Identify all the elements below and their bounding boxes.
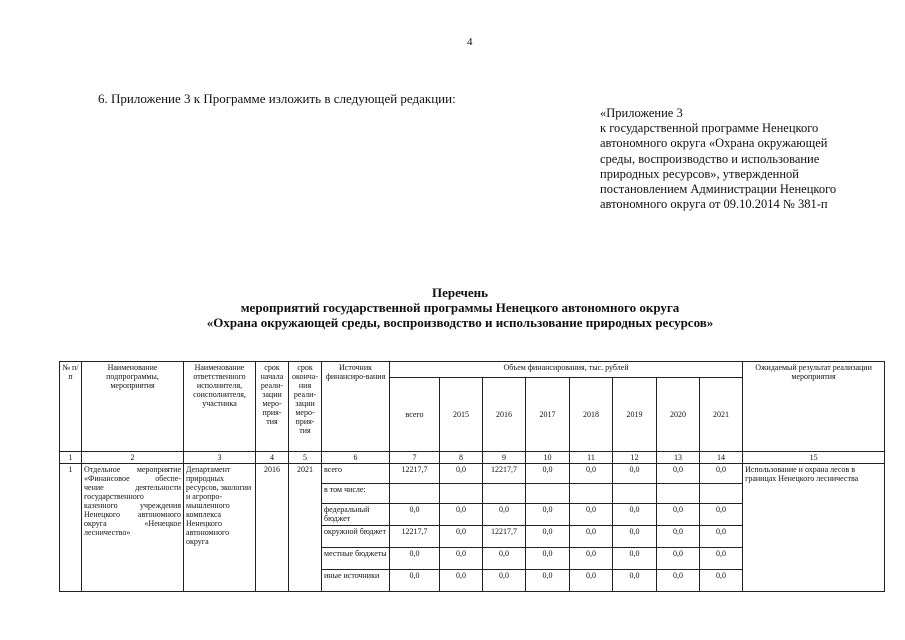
column-number: 14 bbox=[700, 452, 743, 464]
item-name-line: Отдельное мероприятие bbox=[84, 465, 181, 474]
funding-value: 0,0 bbox=[483, 570, 526, 592]
funding-source: всего bbox=[322, 464, 390, 484]
header-year: 2017 bbox=[526, 378, 570, 452]
document-title bbox=[150, 285, 770, 330]
funding-source: местные бюджеты bbox=[322, 548, 390, 570]
funding-value: 0,0 bbox=[613, 548, 657, 570]
funding-value-empty bbox=[700, 484, 743, 504]
column-number: 5 bbox=[289, 452, 322, 464]
item-name-line: государственного bbox=[84, 492, 144, 501]
funding-value: 0,0 bbox=[440, 526, 483, 548]
funding-value: 0,0 bbox=[613, 570, 657, 592]
funding-value: 0,0 bbox=[526, 464, 570, 484]
funding-value: 0,0 bbox=[570, 570, 613, 592]
funding-value: 0,0 bbox=[483, 548, 526, 570]
funding-value-empty bbox=[390, 484, 440, 504]
funding-value-empty bbox=[440, 484, 483, 504]
funding-value: 0,0 bbox=[700, 570, 743, 592]
funding-value: 0,0 bbox=[440, 570, 483, 592]
funding-source: окружной бюджет bbox=[322, 526, 390, 548]
title-line: «Охрана окружающей среды, воспроизводство и использование природных ресурсов» bbox=[206, 315, 714, 330]
funding-value: 0,0 bbox=[613, 504, 657, 526]
funding-value: 12217,7 bbox=[390, 526, 440, 548]
column-number: 1 bbox=[60, 452, 82, 464]
item-name-line: чение деятельности bbox=[84, 483, 181, 492]
annex-line: автономного округа от 09.10.2014 № 381-п bbox=[600, 197, 828, 212]
funding-value: 0,0 bbox=[570, 548, 613, 570]
funding-value: 0,0 bbox=[570, 504, 613, 526]
column-number: 11 bbox=[570, 452, 613, 464]
funding-value: 0,0 bbox=[657, 570, 700, 592]
annex-line: автономного округа «Охрана окружающей bbox=[600, 136, 828, 151]
header-year: 2019 bbox=[613, 378, 657, 452]
funding-value: 0,0 bbox=[700, 526, 743, 548]
amendment-intro: 6. Приложение 3 к Программе изложить в следующей редакции: bbox=[98, 91, 456, 106]
funding-value: 12217,7 bbox=[483, 526, 526, 548]
item-name-cell bbox=[82, 464, 184, 592]
header-num: № п/п bbox=[60, 362, 82, 452]
column-number: 8 bbox=[440, 452, 483, 464]
annex-line: среды, воспроизводство и использование bbox=[600, 151, 820, 166]
funding-value: 12217,7 bbox=[390, 464, 440, 484]
column-number: 12 bbox=[613, 452, 657, 464]
funding-value-empty bbox=[483, 484, 526, 504]
item-name-line: округа «Ненецкое bbox=[84, 519, 181, 528]
header-start: срок начала реали-зации меро-прия-тия bbox=[256, 362, 289, 452]
annex-reference bbox=[600, 106, 870, 212]
funding-value: 0,0 bbox=[390, 570, 440, 592]
item-name-line: казенного учреждения bbox=[84, 501, 181, 510]
item-name-line: «Финансовое обеспе- bbox=[84, 474, 181, 483]
funding-value: 0,0 bbox=[483, 504, 526, 526]
funding-value: 0,0 bbox=[657, 526, 700, 548]
column-number: 3 bbox=[184, 452, 256, 464]
header-source: Источник финансиро-вания bbox=[322, 362, 390, 452]
column-number: 7 bbox=[390, 452, 440, 464]
item-name-line: Ненецкого автономного bbox=[84, 510, 181, 519]
annex-line: природных ресурсов», утвержденной bbox=[600, 166, 799, 181]
funding-source: федеральный бюджет bbox=[322, 504, 390, 526]
column-number: 13 bbox=[657, 452, 700, 464]
annex-line: постановлением Администрации Ненецкого bbox=[600, 182, 837, 197]
header-name: Наименование подпрограммы, мероприятия bbox=[82, 362, 184, 452]
column-number: 15 bbox=[743, 452, 885, 464]
funding-value-empty bbox=[526, 484, 570, 504]
funding-value: 0,0 bbox=[657, 504, 700, 526]
funding-value: 0,0 bbox=[390, 548, 440, 570]
title-line: мероприятий государственной программы Ненецкого автономного округа bbox=[240, 300, 680, 315]
annex-line: к государственной программе Ненецкого bbox=[600, 121, 819, 136]
funding-value: 0,0 bbox=[570, 464, 613, 484]
funding-value: 0,0 bbox=[613, 464, 657, 484]
header-funding: Объем финансирования, тыс. рублей bbox=[390, 362, 743, 378]
header-year-total: всего bbox=[390, 378, 440, 452]
funding-value-empty bbox=[613, 484, 657, 504]
header-year: 2018 bbox=[570, 378, 613, 452]
funding-value: 12217,7 bbox=[483, 464, 526, 484]
column-number: 10 bbox=[526, 452, 570, 464]
funding-value: 0,0 bbox=[657, 464, 700, 484]
funding-value-empty bbox=[570, 484, 613, 504]
funding-value: 0,0 bbox=[526, 526, 570, 548]
title-line: Перечень bbox=[431, 285, 489, 300]
column-number: 4 bbox=[256, 452, 289, 464]
funding-value: 0,0 bbox=[526, 548, 570, 570]
header-executor: Наименование ответственного исполнителя, соисполнителя, участника bbox=[184, 362, 256, 452]
item-name-line: лесничество» bbox=[84, 528, 131, 537]
page-number: 4 bbox=[467, 36, 473, 48]
header-year: 2020 bbox=[657, 378, 700, 452]
funding-value: 0,0 bbox=[700, 548, 743, 570]
measures-table bbox=[59, 361, 885, 592]
funding-value: 0,0 bbox=[440, 548, 483, 570]
funding-value: 0,0 bbox=[526, 504, 570, 526]
funding-value-empty bbox=[657, 484, 700, 504]
header-year: 2021 bbox=[700, 378, 743, 452]
funding-source: в том числе: bbox=[322, 484, 390, 504]
funding-source: иные источники bbox=[322, 570, 390, 592]
item-expected-result: Использование и охрана лесов в границах Ненецкого лесничества bbox=[743, 464, 885, 592]
funding-value: 0,0 bbox=[613, 526, 657, 548]
funding-value: 0,0 bbox=[526, 570, 570, 592]
column-number: 2 bbox=[82, 452, 184, 464]
funding-value: 0,0 bbox=[440, 504, 483, 526]
item-end-year: 2021 bbox=[289, 464, 322, 592]
header-year: 2015 bbox=[440, 378, 483, 452]
header-result: Ожидаемый результат реализации мероприятия bbox=[743, 362, 885, 452]
annex-line: «Приложение 3 bbox=[600, 106, 683, 120]
header-year: 2016 bbox=[483, 378, 526, 452]
funding-value: 0,0 bbox=[390, 504, 440, 526]
funding-value: 0,0 bbox=[700, 464, 743, 484]
item-number: 1 bbox=[60, 464, 82, 592]
funding-value: 0,0 bbox=[657, 548, 700, 570]
funding-value: 0,0 bbox=[440, 464, 483, 484]
item-start-year: 2016 bbox=[256, 464, 289, 592]
funding-value: 0,0 bbox=[570, 526, 613, 548]
item-executor: Департамент природных ресурсов, экологии и агропро-мышленного комплекса Ненецкого автономного округа bbox=[184, 464, 256, 592]
column-number: 9 bbox=[483, 452, 526, 464]
funding-value: 0,0 bbox=[700, 504, 743, 526]
column-number: 6 bbox=[322, 452, 390, 464]
header-end: срок оконча-ния реали-зации меро-прия-тия bbox=[289, 362, 322, 452]
